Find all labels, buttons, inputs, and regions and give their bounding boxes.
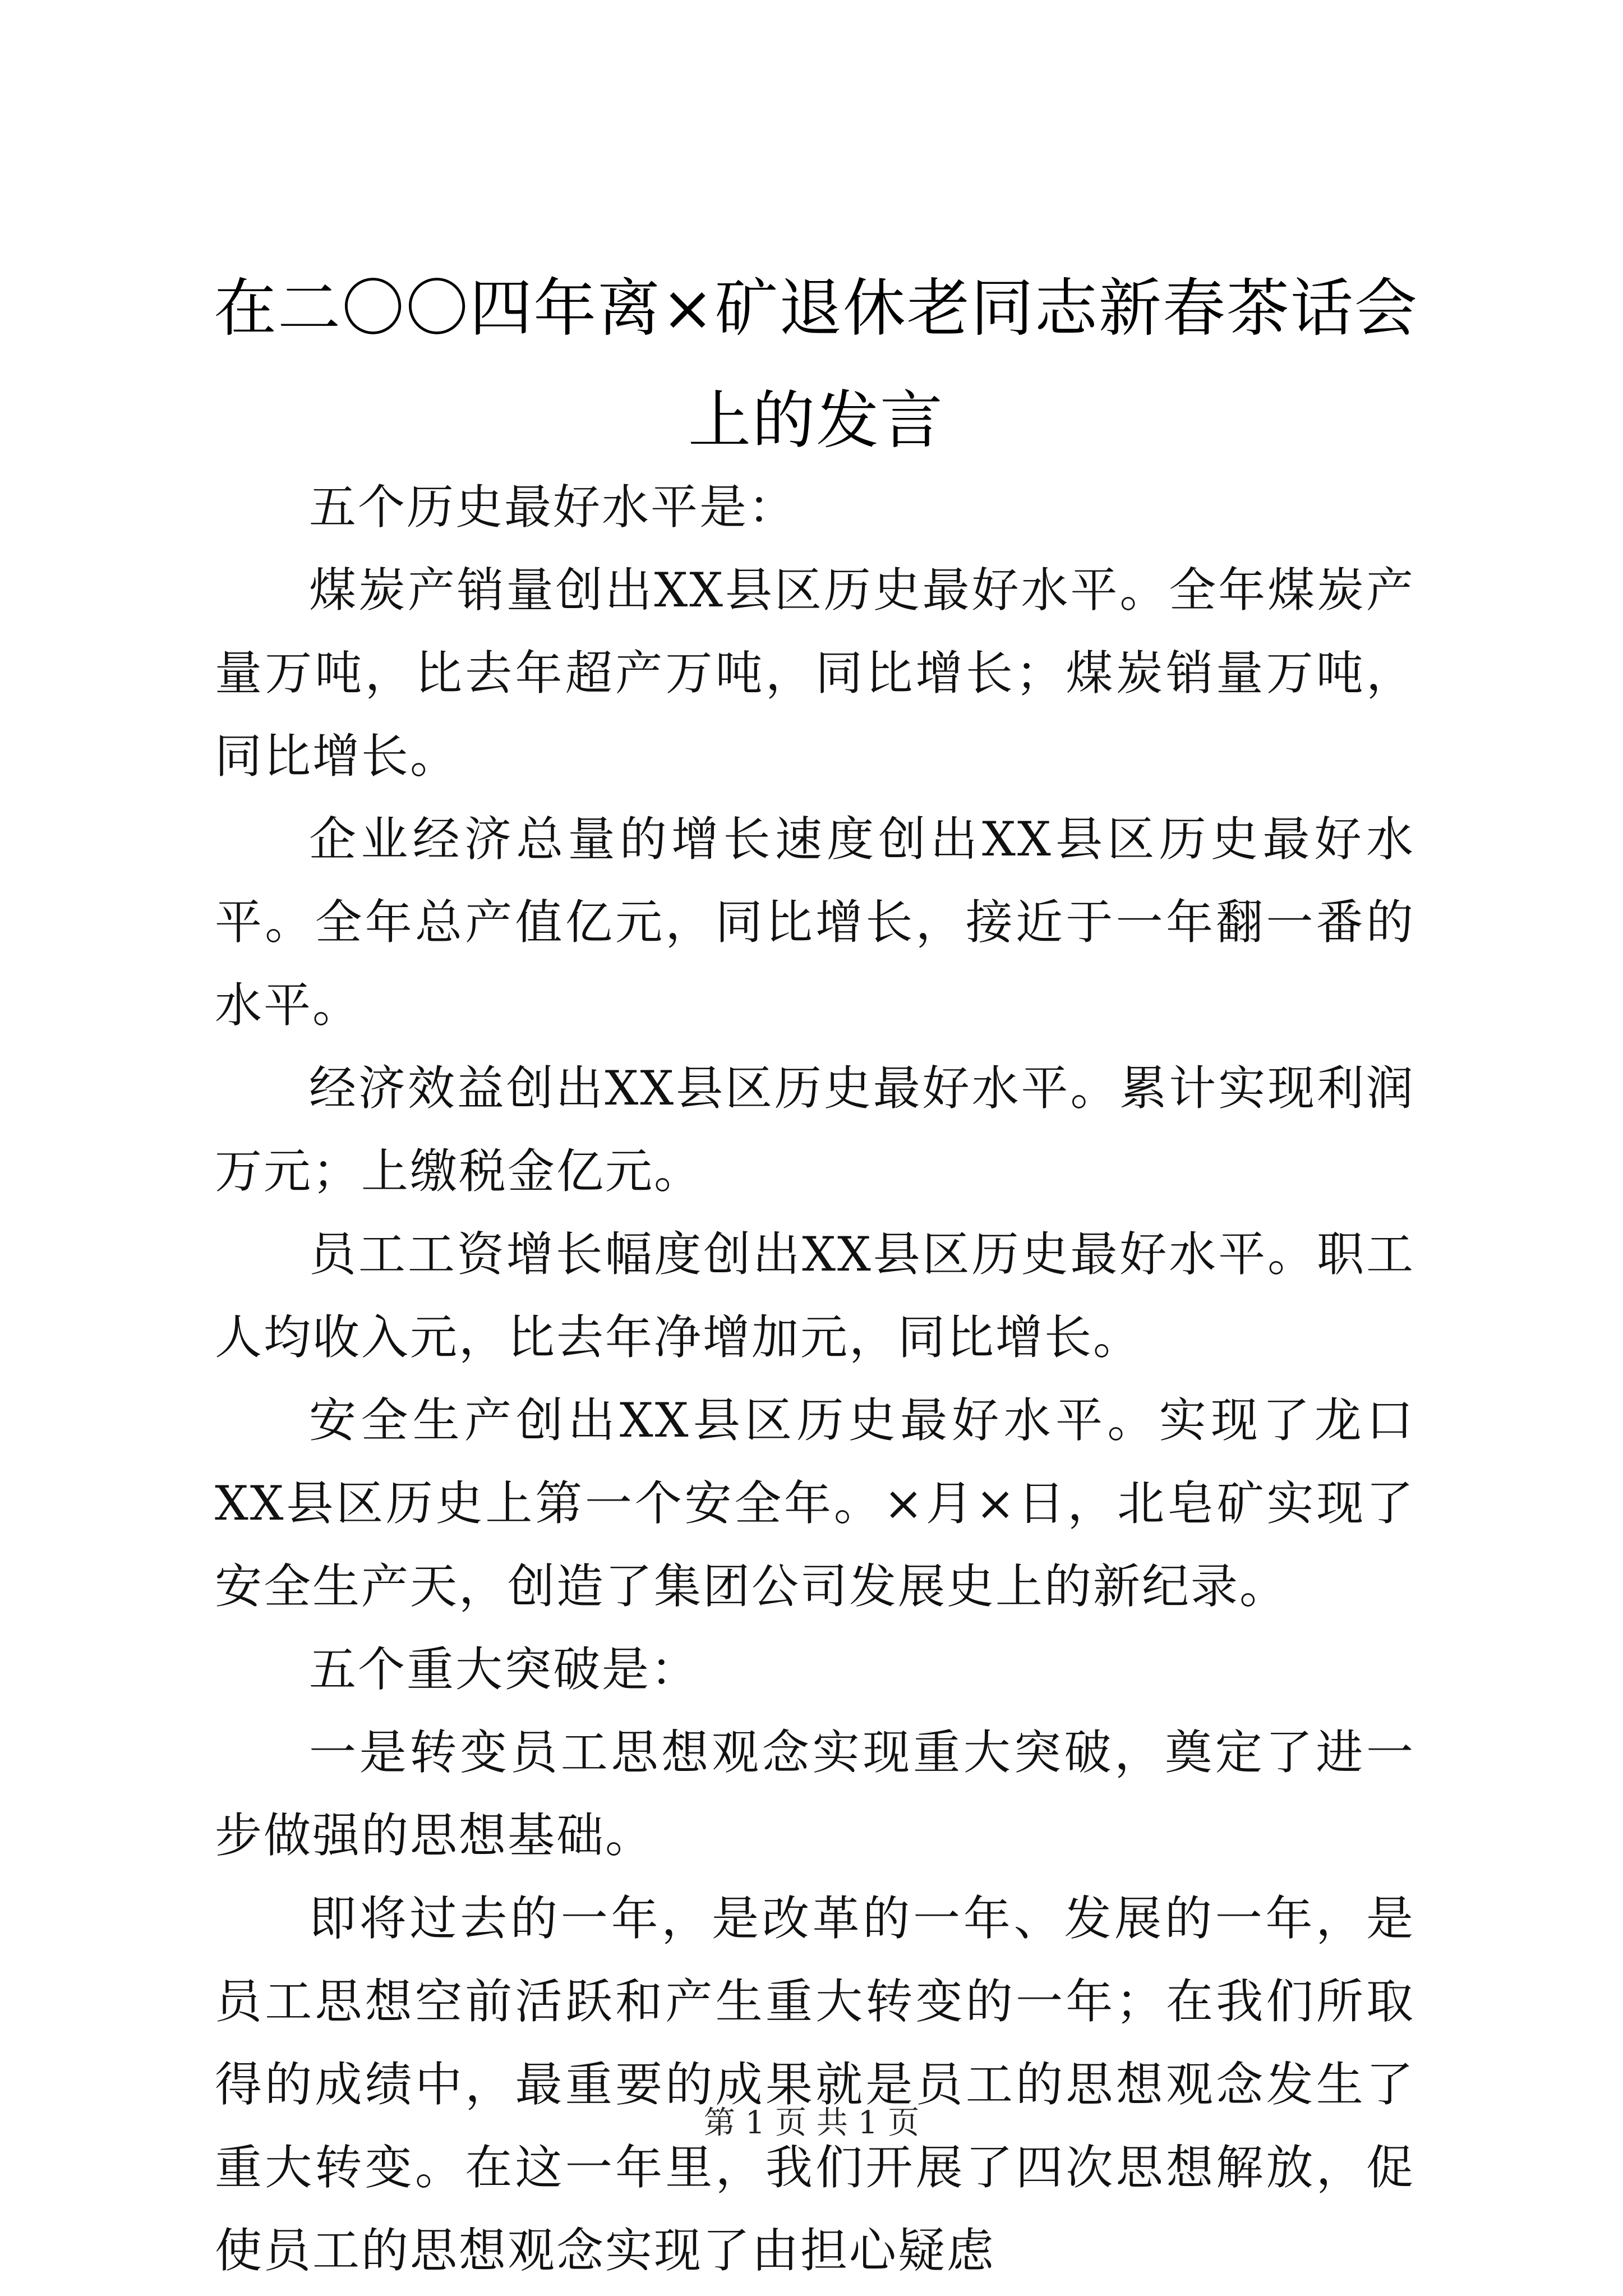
paragraph: 经济效益创出XX县区历史最好水平。累计实现利润万元；上缴税金亿元。 xyxy=(215,1061,1415,1199)
paragraph: 企业经济总量的增长速度创出XX县区历史最好水平。全年总产值亿元，同比增长，接近于一年翻一番的水平。 xyxy=(215,812,1415,1033)
paragraph: 五个历史最好水平是： xyxy=(309,480,797,535)
paragraph: 员工工资增长幅度创出XX县区历史最好水平。职工人均收入元，比去年净增加元，同比增长。 xyxy=(215,1227,1415,1365)
paragraph: 即将过去的一年，是改革的一年、发展的一年，是员工思想空前活跃和产生重大转变的一年；在我们所取得的成绩中，最重要的成果就是员工的思想观念发生了重大转变。在这一年里，我们开展了四次思想解放，促使员工的思想观念实现了由担心疑虑 xyxy=(215,1891,1415,2278)
paragraph: 安全生产创出XX县区历史最好水平。实现了龙口XX县区历史上第一个安全年。×月×日，北皂矿实现了安全生产天，创造了集团公司发展史上的新纪录。 xyxy=(215,1393,1415,1614)
document-body xyxy=(215,466,1415,2292)
paragraph: 一是转变员工思想观念实现重大突破，奠定了进一步做强的思想基础。 xyxy=(215,1725,1415,1863)
paragraph: 煤炭产销量创出XX县区历史最好水平。全年煤炭产量万吨，比去年超产万吨，同比增长；煤炭销量万吨，同比增长。 xyxy=(215,563,1415,784)
page-footer: 第 1 页 共 1 页 xyxy=(703,2105,920,2141)
paragraph: 五个重大突破是： xyxy=(309,1642,700,1697)
document-title: 在二〇〇四年离×矿退休老同志新春茶话会上的发言 xyxy=(214,272,1418,457)
